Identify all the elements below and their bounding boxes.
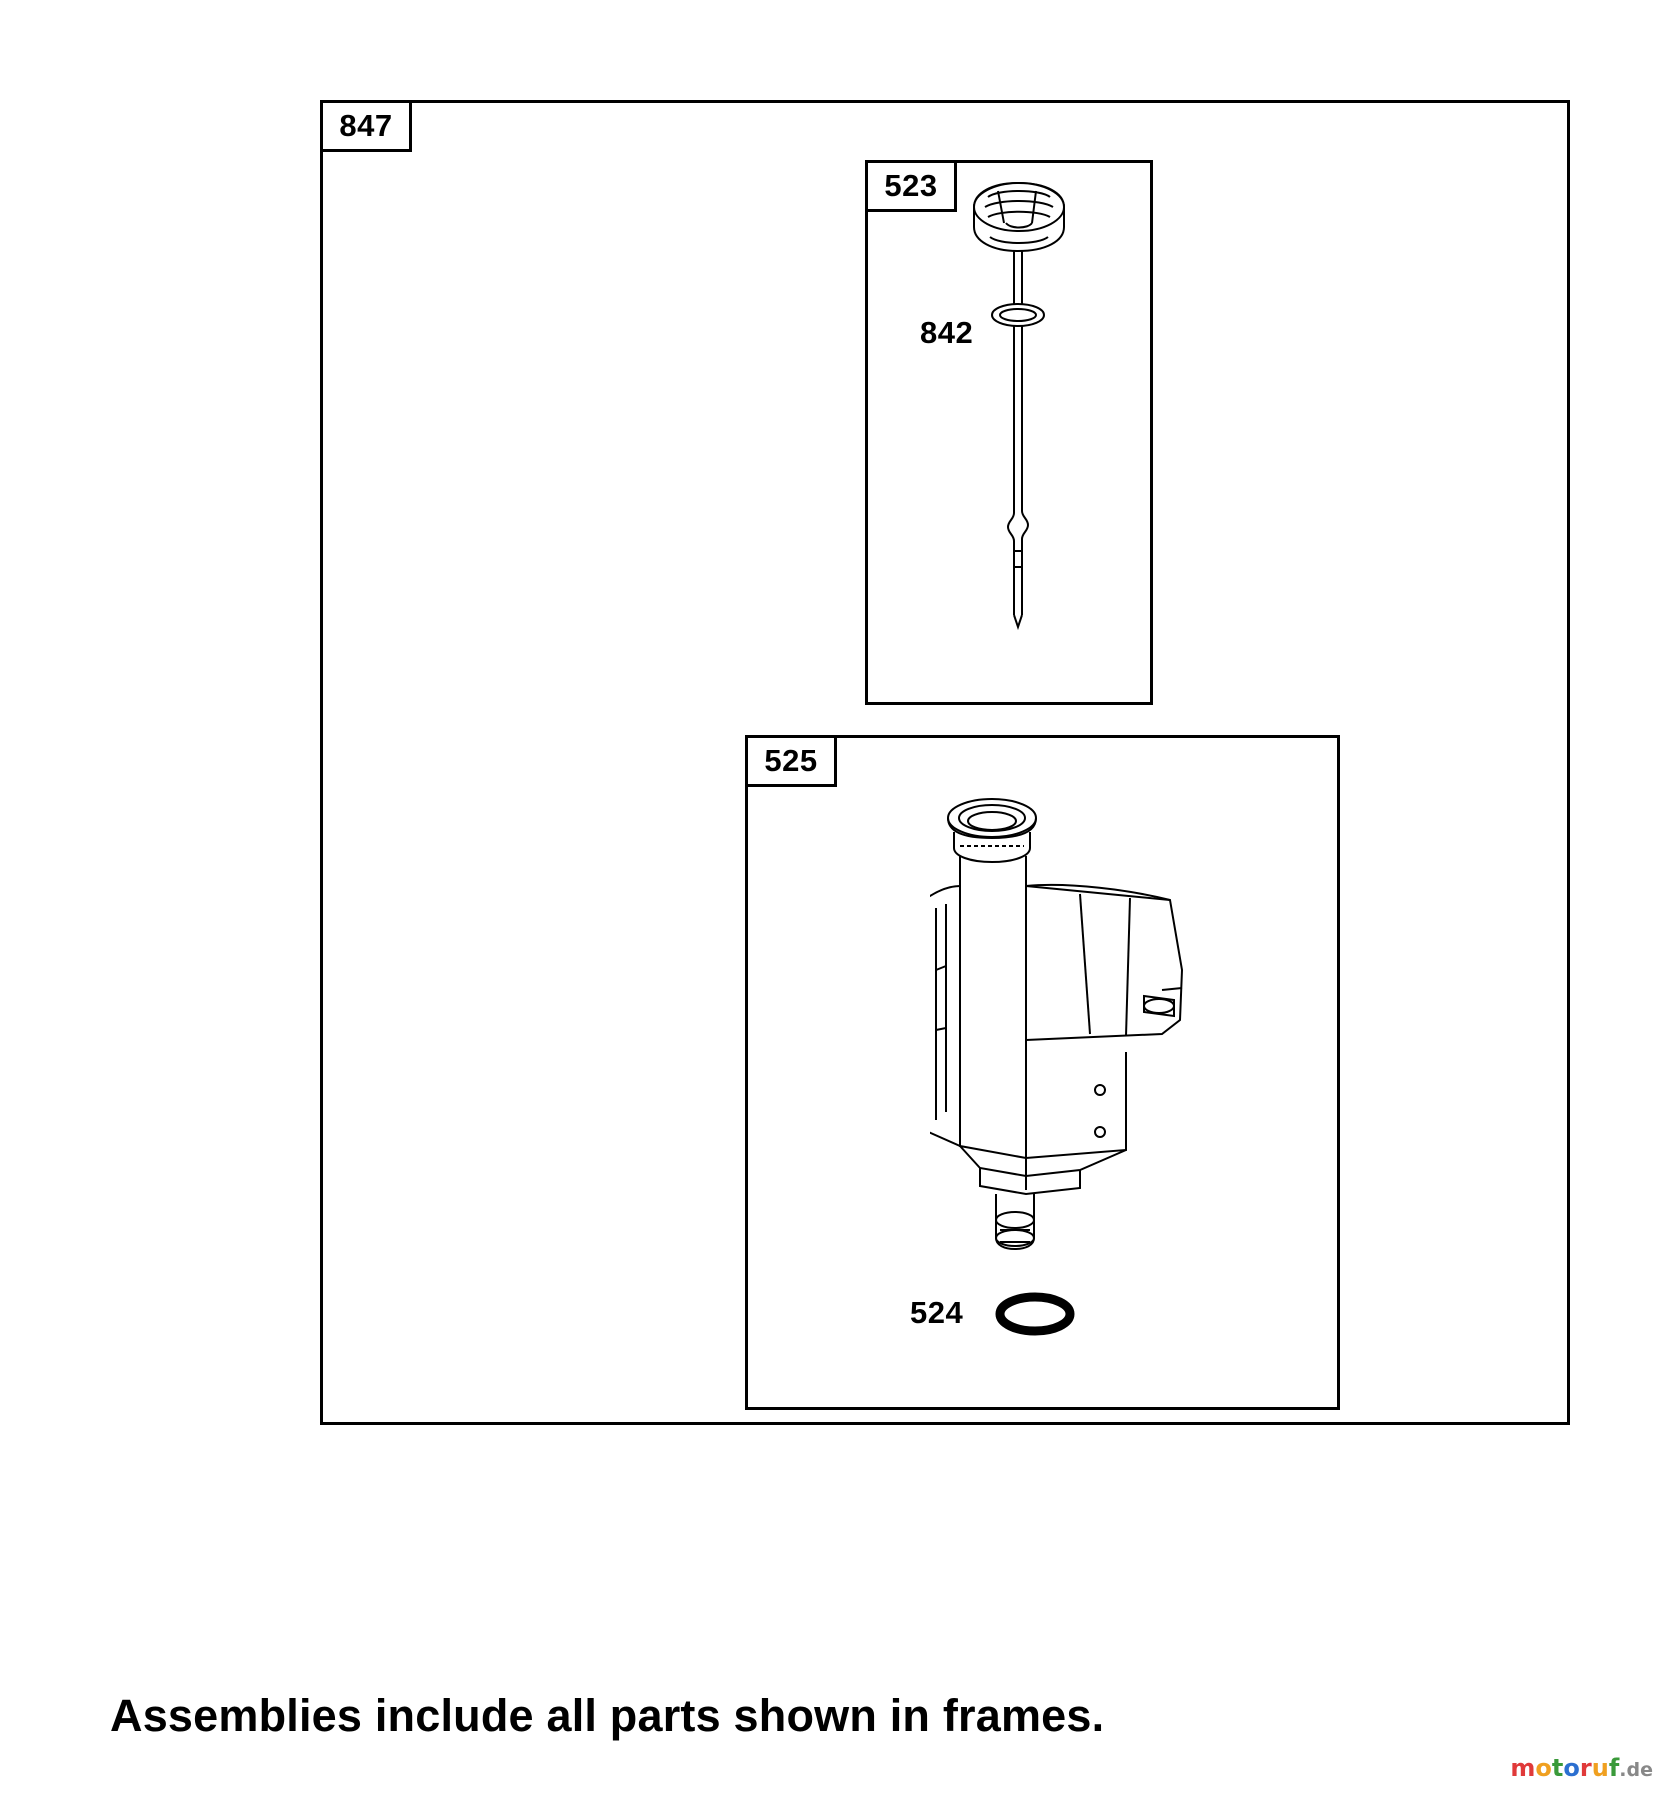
- part-label-842: 842: [920, 315, 974, 350]
- part-label-524: 524: [910, 1295, 964, 1330]
- frame-525: [745, 735, 1340, 1410]
- motoruf-watermark: motoruf.de: [1510, 1754, 1653, 1782]
- diagram-caption: Assemblies include all parts shown in frames.: [110, 1690, 1105, 1741]
- frame-523: [865, 160, 1153, 705]
- callout-847: 847: [320, 100, 412, 152]
- callout-523: 523: [865, 160, 957, 212]
- callout-525: 525: [745, 735, 837, 787]
